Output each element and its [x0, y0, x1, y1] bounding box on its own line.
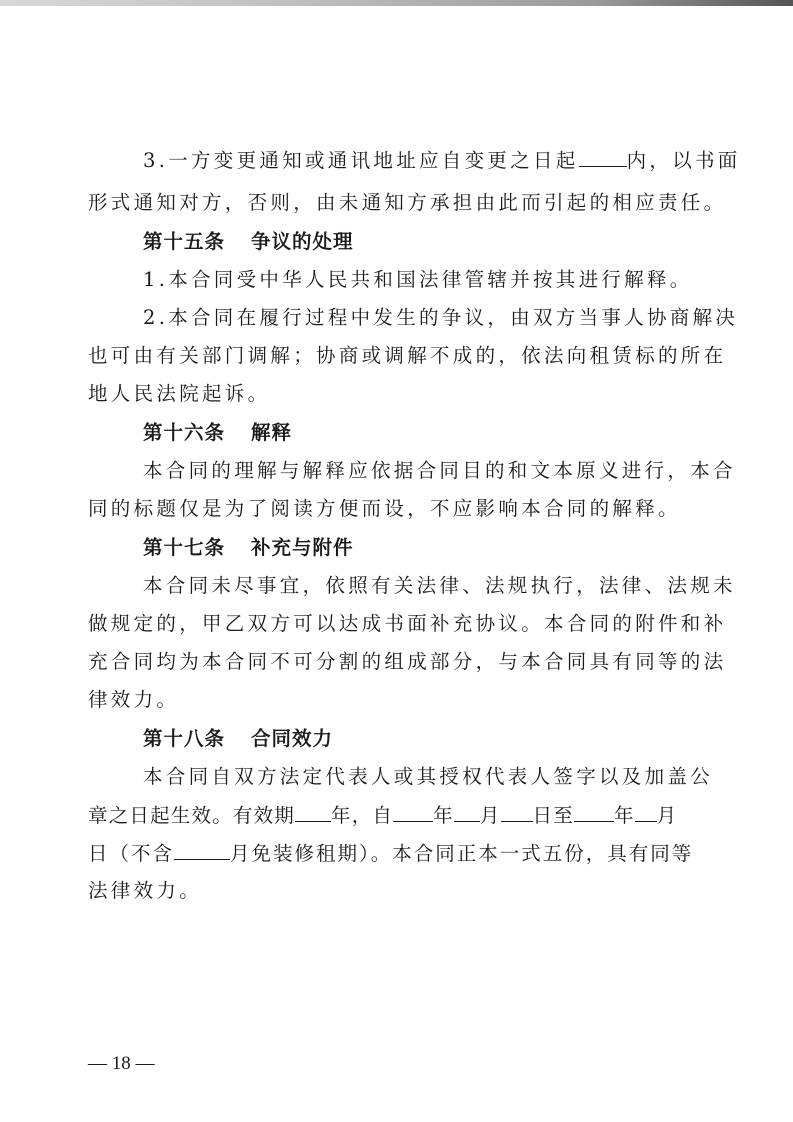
section-title: 争议的处理	[251, 230, 354, 253]
section-number: 第十七条	[143, 536, 226, 559]
text-run: 章之日起生效。有效期	[88, 804, 296, 827]
section-number: 第十八条	[143, 727, 226, 750]
section-18-line-3	[88, 839, 692, 868]
section-heading-16	[143, 419, 292, 447]
section-title: 补充与附件	[251, 536, 354, 559]
section-title: 解释	[251, 421, 293, 444]
section-title: 合同效力	[251, 727, 334, 750]
text-run: 月免装修租期）。本合同正本一式五份，具有同等	[230, 842, 694, 865]
section-18-line-4: 法律效力。	[88, 879, 203, 902]
section-18-line-1: 本合同自双方法定代表人或其授权代表人签字以及加盖公	[143, 765, 714, 788]
end-year-blank[interactable]	[574, 801, 614, 822]
fill-in-blank[interactable]	[579, 146, 627, 167]
section-15-paragraph-2-line-1: 2.本合同在履行过程中发生的争议，由双方当事人协商解决	[143, 306, 739, 329]
text-run: 月	[656, 804, 678, 827]
section-18-line-2	[88, 801, 692, 830]
section-heading-17	[143, 534, 354, 562]
end-month-blank[interactable]	[635, 801, 657, 822]
text-run: 月	[479, 804, 501, 827]
page-number: — 18 —	[88, 1053, 155, 1074]
text-run: 日（不含	[88, 842, 175, 865]
section-17-line-1: 本合同未尽事宜，依照有关法律、法规执行，法律、法规未	[143, 574, 736, 597]
section-heading-18	[143, 725, 333, 753]
section-number: 第十六条	[143, 421, 226, 444]
text-run: 3.一方变更通知或通讯地址应自变更之日起	[143, 149, 579, 172]
section-heading-15	[143, 228, 354, 256]
text-run: 年	[613, 804, 635, 827]
section-17-line-3: 充合同均为本合同不可分割的组成部分，与本合同具有同等的法	[88, 650, 727, 673]
start-year-blank[interactable]	[393, 801, 433, 822]
start-day-blank[interactable]	[501, 801, 533, 822]
section-16-line-2: 同的标题仅是为了阅读方便而设，不应影响本合同的解释。	[88, 497, 681, 520]
text-run: 日至	[532, 804, 574, 827]
section-15-paragraph-2-line-2: 也可由有关部门调解；协商或调解不成的，依法向租赁标的所在	[88, 344, 727, 367]
text-run: 内，以书面	[626, 149, 741, 172]
text-run: 年	[433, 804, 454, 827]
section-15-paragraph-1: 1.本合同受中华人民共和国法律管辖并按其进行解释。	[143, 268, 693, 291]
section-17-line-4: 律效力。	[88, 688, 180, 711]
start-month-blank[interactable]	[454, 801, 480, 822]
rent-free-months-blank[interactable]	[174, 839, 230, 860]
section-15-paragraph-2-line-3: 地人民法院起诉。	[88, 382, 271, 405]
clause-14-item-3-line-2: 形式通知对方，否则，由未通知方承担由此而引起的相应责任。	[88, 191, 727, 214]
section-16-line-1: 本合同的理解与解释应依据合同目的和文本原义进行，本合	[143, 459, 736, 482]
text-run: 年，自	[331, 804, 394, 827]
section-17-line-2: 做规定的，甲乙双方可以达成书面补充协议。本合同的附件和补	[88, 612, 727, 635]
clause-14-item-3-line-1	[143, 146, 741, 175]
validity-years-blank[interactable]	[295, 801, 331, 822]
section-number: 第十五条	[143, 230, 226, 253]
